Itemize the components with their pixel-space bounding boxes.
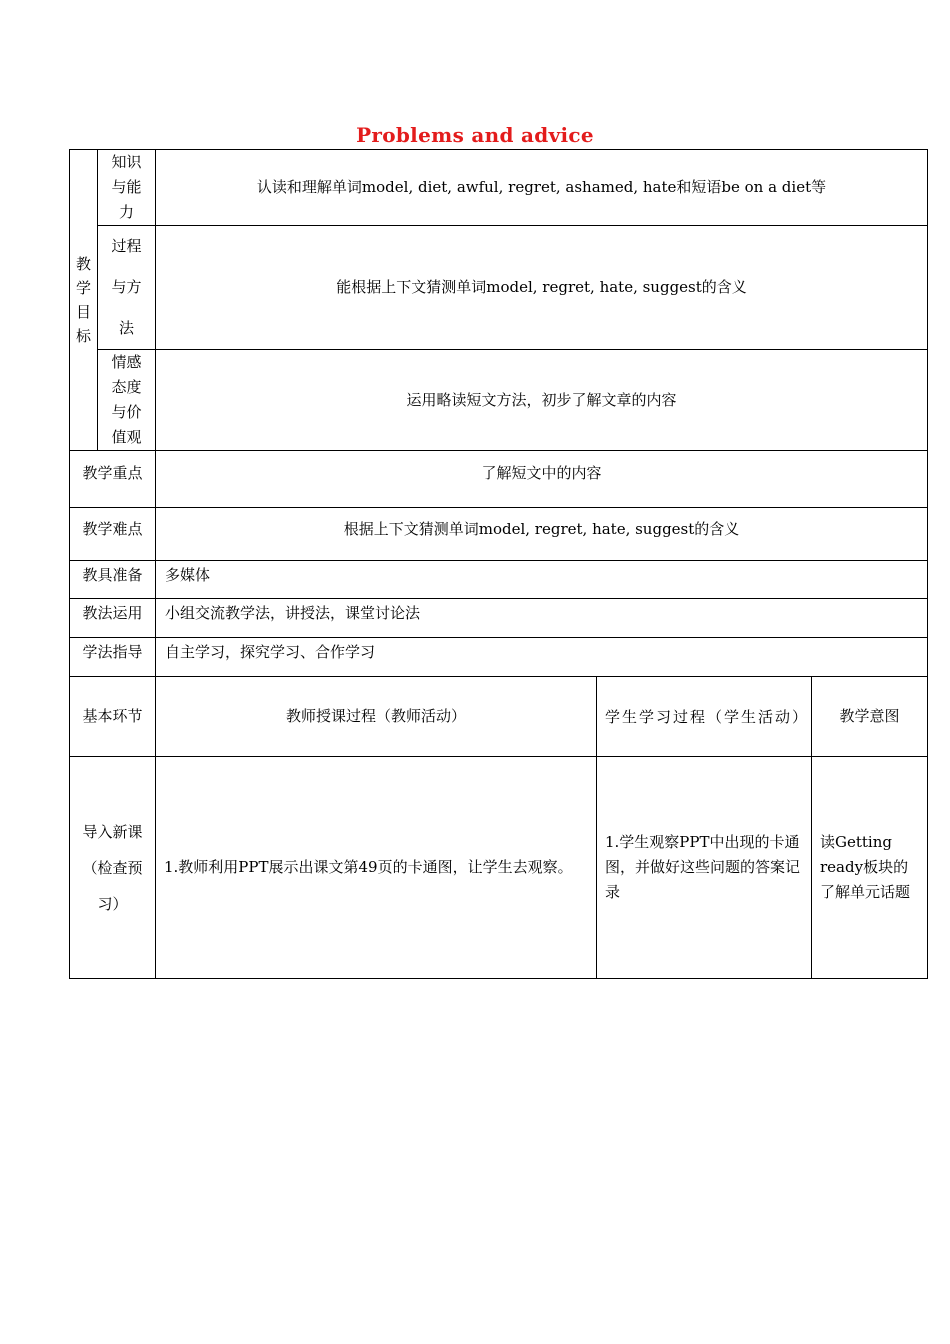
process-intent: 读Getting ready板块的了解单元话题 bbox=[812, 757, 928, 979]
objective-row-emotion bbox=[70, 350, 928, 451]
objective-content-knowledge: 认读和理解单词model, diet, awful, regret, ashamed, hate和短语be on a diet等 bbox=[156, 150, 928, 226]
process-teacher: 1.教师利用PPT展示出课文第49页的卡通图，让学生去观察。 bbox=[156, 757, 597, 979]
process-header-intent: 教学意图 bbox=[812, 677, 928, 757]
objective-content-process: 能根据上下文猜测单词model, regret, hate, suggest的含义 bbox=[156, 226, 928, 350]
learning-label: 学法指导 bbox=[70, 638, 156, 677]
key-point-content: 了解短文中的内容 bbox=[156, 451, 928, 508]
materials-row bbox=[70, 561, 928, 599]
methods-content: 小组交流教学法，讲授法，课堂讨论法 bbox=[156, 599, 928, 638]
learning-content: 自主学习，探究学习、合作学习 bbox=[156, 638, 928, 677]
objective-content-emotion: 运用略读短文方法，初步了解文章的内容 bbox=[156, 350, 928, 451]
key-point-label: 教学重点 bbox=[70, 451, 156, 508]
objective-sub-knowledge: 知识与能力 bbox=[98, 150, 156, 226]
lesson-plan-table bbox=[69, 149, 928, 979]
process-header-teacher: 教师授课过程（教师活动） bbox=[156, 677, 597, 757]
difficulty-content: 根据上下文猜测单词model, regret, hate, suggest的含义 bbox=[156, 508, 928, 561]
process-header-stage: 基本环节 bbox=[70, 677, 156, 757]
materials-label: 教具准备 bbox=[70, 561, 156, 599]
materials-content: 多媒体 bbox=[156, 561, 928, 599]
objectives-label: 教学目标 bbox=[75, 255, 91, 345]
process-header-row bbox=[70, 677, 928, 757]
objective-row-knowledge bbox=[70, 150, 928, 226]
methods-row bbox=[70, 599, 928, 638]
process-stage: 导入新课（检查预习） bbox=[70, 757, 156, 979]
objectives-label-cell bbox=[70, 150, 98, 451]
objective-sub-process: 过程与方法 bbox=[98, 226, 156, 350]
key-point-row bbox=[70, 451, 928, 508]
process-header-student: 学生学习过程（学生活动） bbox=[597, 677, 812, 757]
methods-label: 教法运用 bbox=[70, 599, 156, 638]
process-student: 1.学生观察PPT中出现的卡通图，并做好这些问题的答案记录 bbox=[597, 757, 812, 979]
difficulty-row bbox=[70, 508, 928, 561]
learning-row bbox=[70, 638, 928, 677]
objective-row-process bbox=[70, 226, 928, 350]
process-row bbox=[70, 757, 928, 979]
difficulty-label: 教学难点 bbox=[70, 508, 156, 561]
page-title: Problems and advice bbox=[356, 123, 594, 147]
objective-sub-emotion: 情感态度与价值观 bbox=[98, 350, 156, 451]
